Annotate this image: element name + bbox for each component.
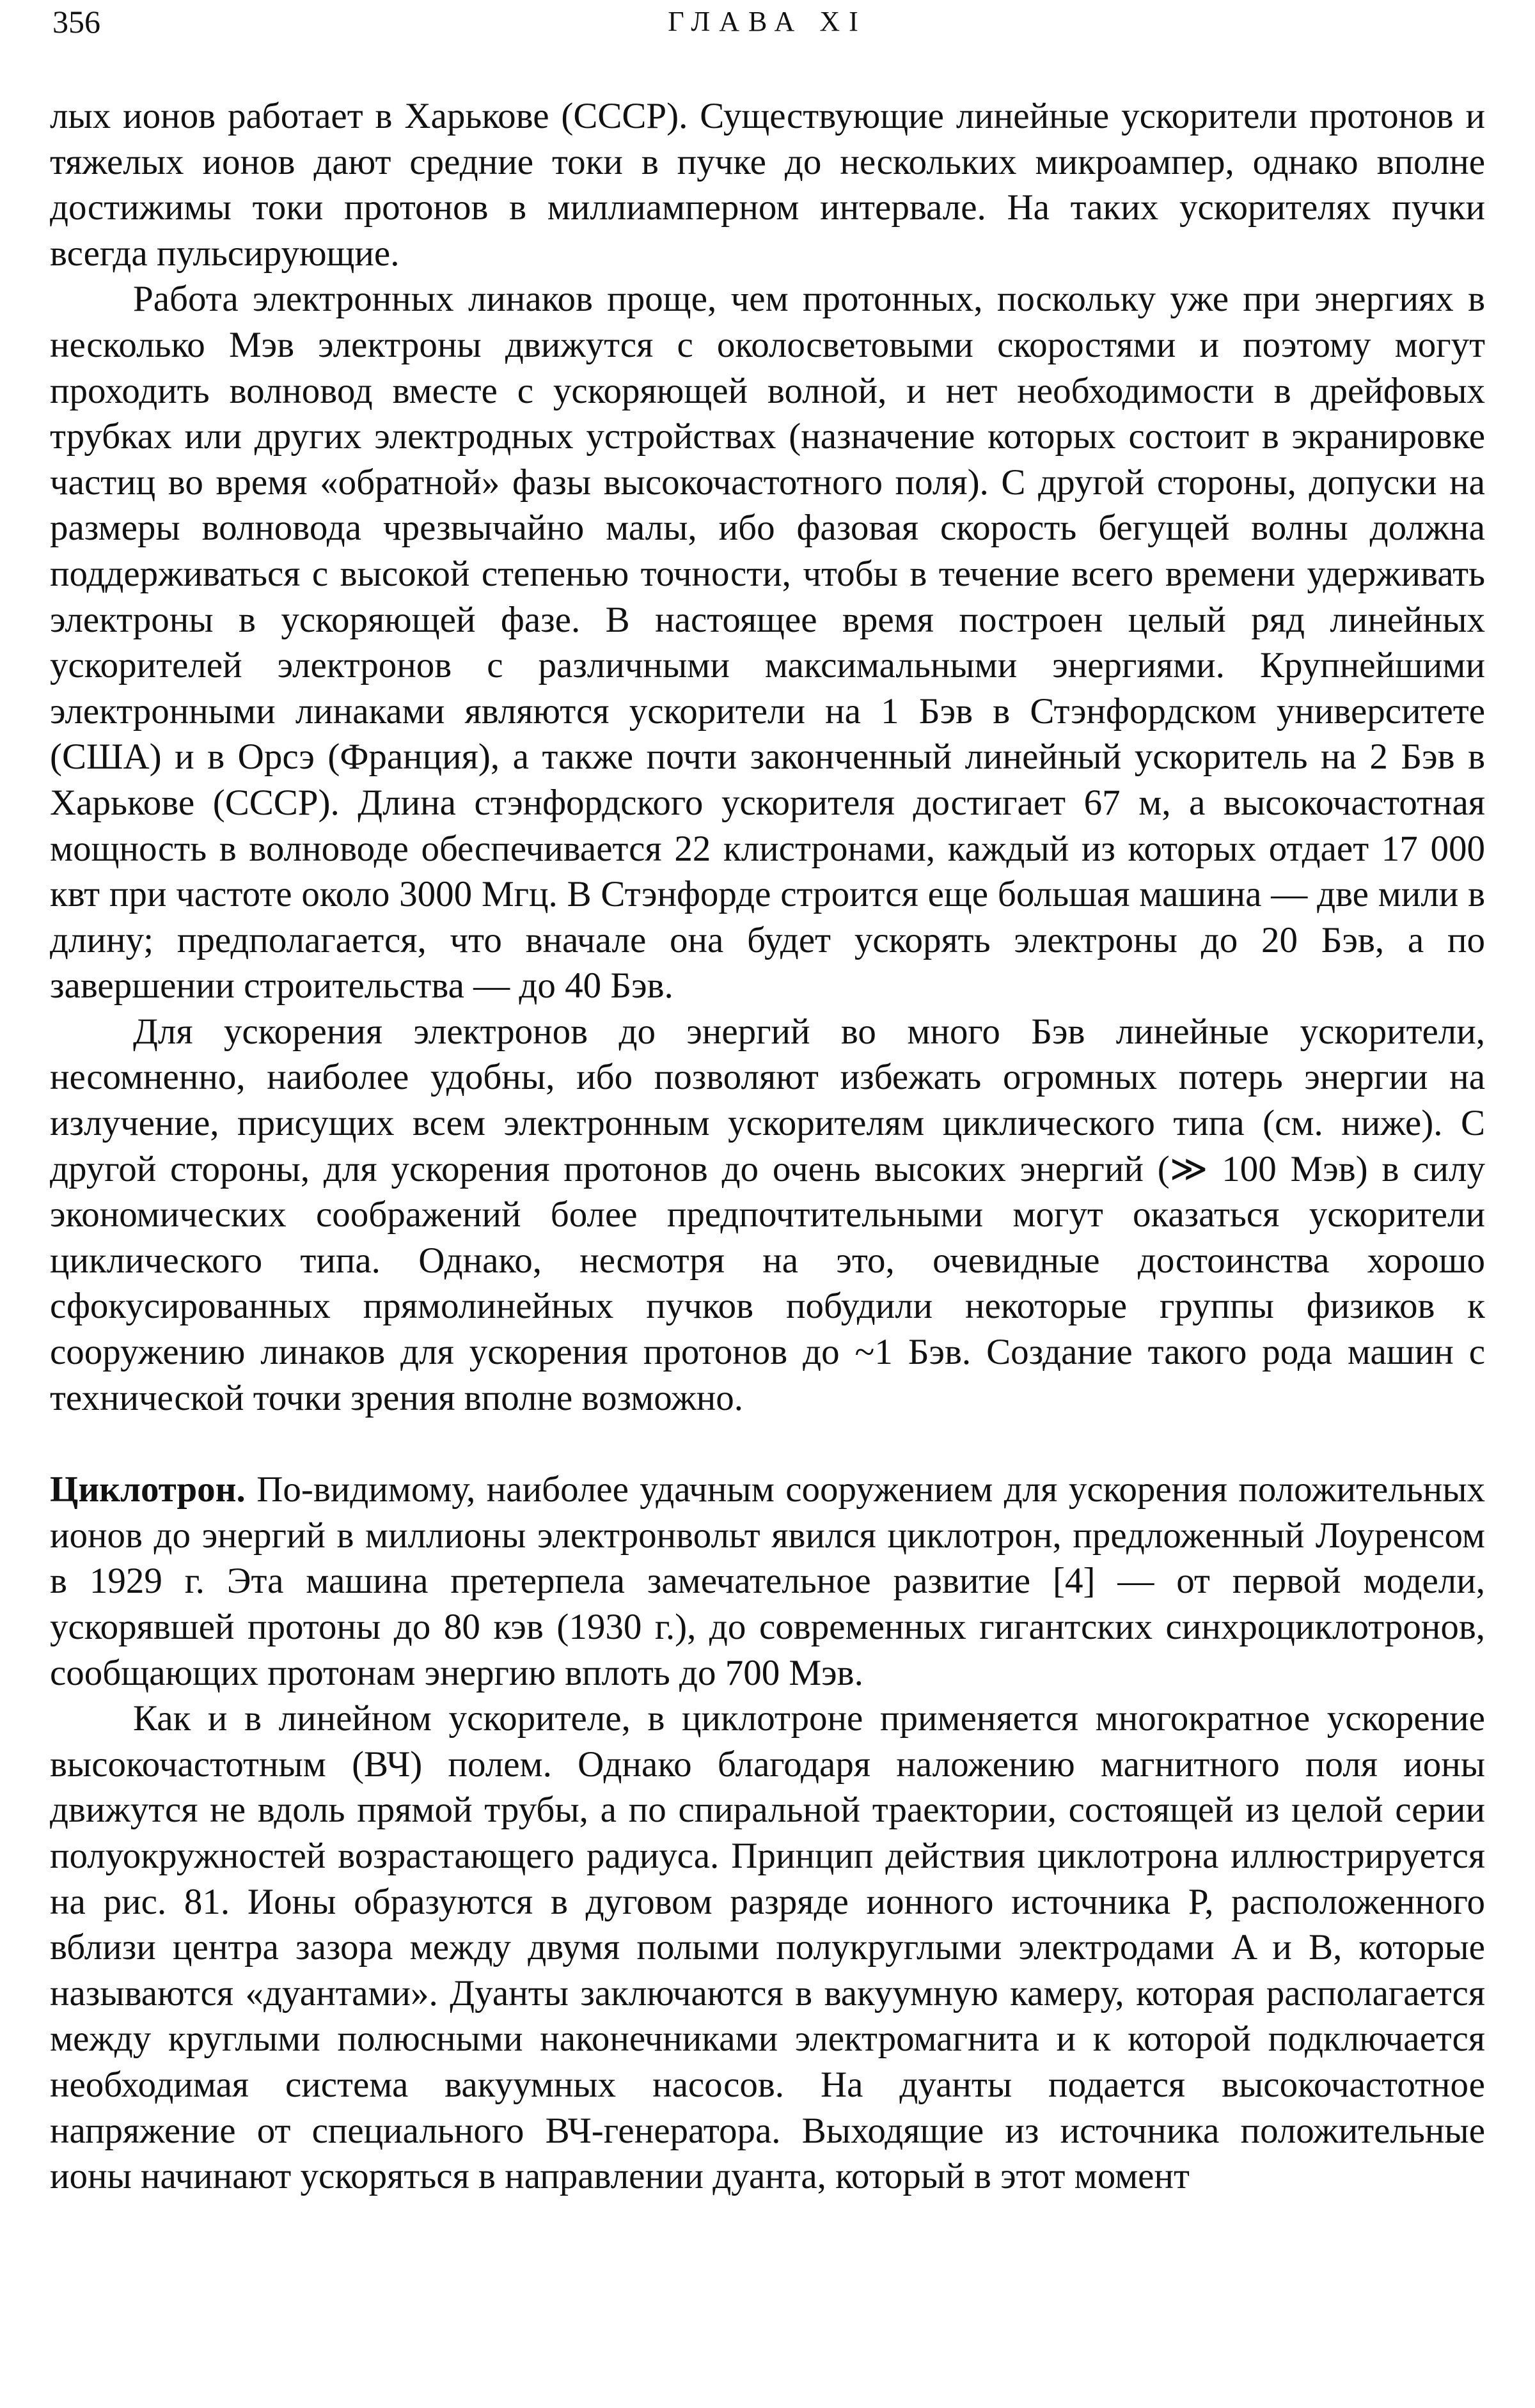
running-head bbox=[52, 3, 1483, 41]
paragraph-linac-comparison: Для ускорения электронов до энергий во много Бэв линейные ускорители, несомненно, наиболее удобны, ибо позволяют избежать огромных потерь энергии на излучение, присущих всем электронным ускорителям циклического типа (см. ниже). С другой стороны, для ускорения протонов до очень высоких энергий (≫ 100 Мэв) в силу экономических соображений более предпочтительными могут оказаться ускорители циклического типа. Однако, несмотря на это, очевидные достоинства хорошо сфокусированных прямолинейных пучков побудили некоторые группы физиков к сооружению линаков для ускорения протонов до ~1 Бэв. Создание такого рода машин с технической точки зрения вполне возможно. bbox=[50, 1011, 1485, 1418]
paragraph-cyclotron-principle: Как и в линейном ускорителе, в циклотроне применяется многократное ускорение высокочастотным (ВЧ) полем. Однако благодаря наложению магнитного поля ионы движутся не вдоль прямой трубы, а по спиральной траектории, состоящей из целой серии полуокружностей возрастающего радиуса. Принцип действия циклотрона иллюстрируется на рис. 81. Ионы образуются в дуговом разряде ионного источника P, расположенного вблизи центра зазора между двумя полыми полукруглыми электродами A и B, которые называются «дуантами». Дуанты заключаются в вакуумную камеру, которая располагается между круглыми полюсными наконечниками электромагнита и к которой подключается необходимая система вакуумных насосов. На дуанты подается высокочастотное напряжение от специального ВЧ-генератора. Выходящие из источника положительные ионы начинают ускоряться в направлении дуанта, который в этот момент bbox=[50, 1698, 1485, 2197]
paragraph-continuation: лых ионов работает в Харькове (СССР). Существующие линейные ускорители протонов и тяжелых ионов дают средние токи в пучке до нескольких микроампер, однако вполне достижимы токи протонов в миллиамперном интервале. На таких ускорителях пучки всегда пульсирующие. bbox=[50, 96, 1485, 274]
body-text bbox=[50, 93, 1485, 2200]
page-number: 356 bbox=[52, 4, 100, 40]
chapter-title: ГЛАВА XI bbox=[668, 6, 867, 37]
section-intro-text: По-видимому, наиболее удачным сооружением для ускорения положительных ионов до энергий в миллионы электронвольт явился циклотрон, предложенный Лоуренсом в 1929 г. Эта машина претерпела замечательное развитие [4] — от первой модели, ускорявшей протоны до 80 кэв (1930 г.), до современных гигантских синхроциклотронов, сообщающих протонам энергию вплоть до 700 Мэв. bbox=[50, 1469, 1485, 1693]
paragraph-electron-linacs: Работа электронных линаков проще, чем протонных, поскольку уже при энергиях в несколько Мэв электроны движутся с околосветовыми скоростями и поэтому могут проходить волновод вместе с ускоряющей волной, и нет необходимости в дрейфовых трубках или других электродных устройствах (назначение которых состоит в экранировке частиц во время «обратной» фазы высокочастотного поля). С другой стороны, допуски на размеры волновода чрезвычайно малы, ибо фазовая скорость бегущей волны должна поддерживаться с высокой степенью точности, чтобы в течение всего времени удерживать электроны в ускоряющей фазе. В настоящее время построен целый ряд линейных ускорителей электронов с различными максимальными энергиями. Крупнейшими электронными линаками являются ускорители на 1 Бэв в Стэнфордском университете (США) и в Орсэ (Франция), а также почти законченный линейный ускоритель на 2 Бэв в Харькове (СССР). Длина стэнфордского ускорителя достигает 67 м, а высокочастотная мощность в волноводе обеспечивается 22 клистронами, каждый из которых отдает 17 000 квт при частоте около 3000 Мгц. В Стэнфорде строится еще большая машина — две мили в длину; предполагается, что вначале она будет ускорять электроны до 20 Бэв, а по завершении строительства — до 40 Бэв. bbox=[50, 279, 1485, 1006]
section-heading: Циклотрон. bbox=[50, 1469, 246, 1510]
cyclotron-section-intro bbox=[50, 1467, 1485, 1696]
